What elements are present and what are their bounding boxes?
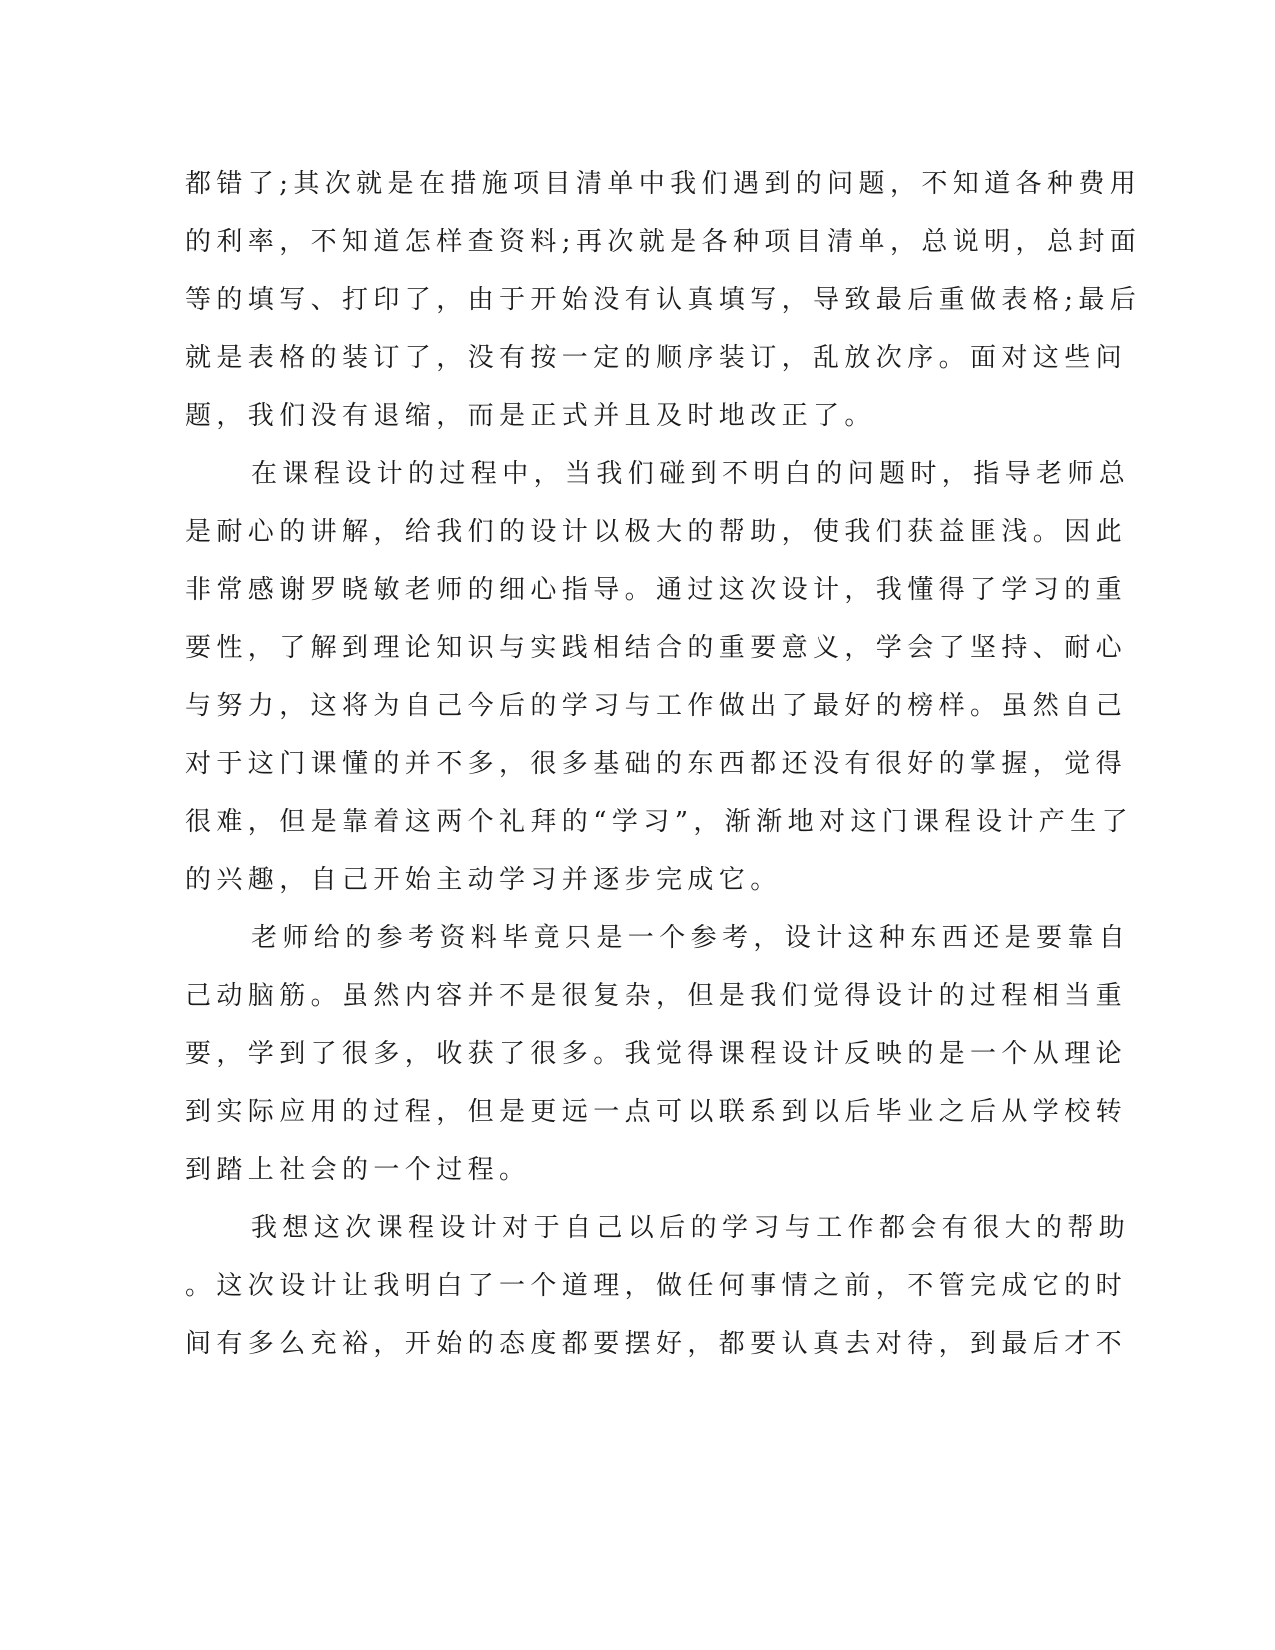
text-line: 是耐心的讲解，给我们的设计以极大的帮助，使我们获益匪浅。因此 <box>185 517 1128 547</box>
text-line: 。这次设计让我明白了一个道理，做任何事情之前，不管完成它的时 <box>185 1271 1128 1301</box>
document-body <box>185 155 1142 1373</box>
text-line: 非常感谢罗晓敏老师的细心指导。通过这次设计，我懂得了学习的重 <box>185 575 1128 605</box>
text-line: 都错了;其次就是在措施项目清单中我们遇到的问题，不知道各种费用 <box>185 169 1142 199</box>
text-line: 与努力，这将为自己今后的学习与工作做出了最好的榜样。虽然自己 <box>185 691 1128 721</box>
text-line: 的兴趣，自己开始主动学习并逐步完成它。 <box>185 865 782 895</box>
text-line: 要性，了解到理论知识与实践相结合的重要意义，学会了坚持、耐心 <box>185 633 1128 663</box>
text-line: 很难，但是靠着这两个礼拜的“学习”，渐渐地对这门课程设计产生了 <box>185 807 1133 837</box>
text-line: 间有多么充裕，开始的态度都要摆好，都要认真去对待，到最后才不 <box>185 1329 1128 1359</box>
text-line: 要，学到了很多，收获了很多。我觉得课程设计反映的是一个从理论 <box>185 1039 1128 1069</box>
text-line: 己动脑筋。虽然内容并不是很复杂，但是我们觉得设计的过程相当重 <box>185 981 1128 1011</box>
text-line: 等的填写、打印了，由于开始没有认真填写，导致最后重做表格;最后 <box>185 285 1142 315</box>
text-line: 就是表格的装订了，没有按一定的顺序装订，乱放次序。面对这些问 <box>185 343 1128 373</box>
text-line: 的利率，不知道怎样查资料;再次就是各种项目清单，总说明，总封面 <box>185 227 1142 257</box>
text-line: 对于这门课懂的并不多，很多基础的东西都还没有很好的掌握，觉得 <box>185 749 1128 779</box>
text-line: 题，我们没有退缩，而是正式并且及时地改正了。 <box>185 401 876 431</box>
paragraph-first-line: 老师给的参考资料毕竟只是一个参考，设计这种东西还是要靠自 <box>251 923 1131 953</box>
paragraph-first-line: 在课程设计的过程中，当我们碰到不明白的问题时，指导老师总 <box>251 459 1131 489</box>
paragraph-first-line: 我想这次课程设计对于自己以后的学习与工作都会有很大的帮助 <box>251 1213 1131 1243</box>
text-line: 到踏上社会的一个过程。 <box>185 1155 531 1185</box>
text-line: 到实际应用的过程，但是更远一点可以联系到以后毕业之后从学校转 <box>185 1097 1128 1127</box>
